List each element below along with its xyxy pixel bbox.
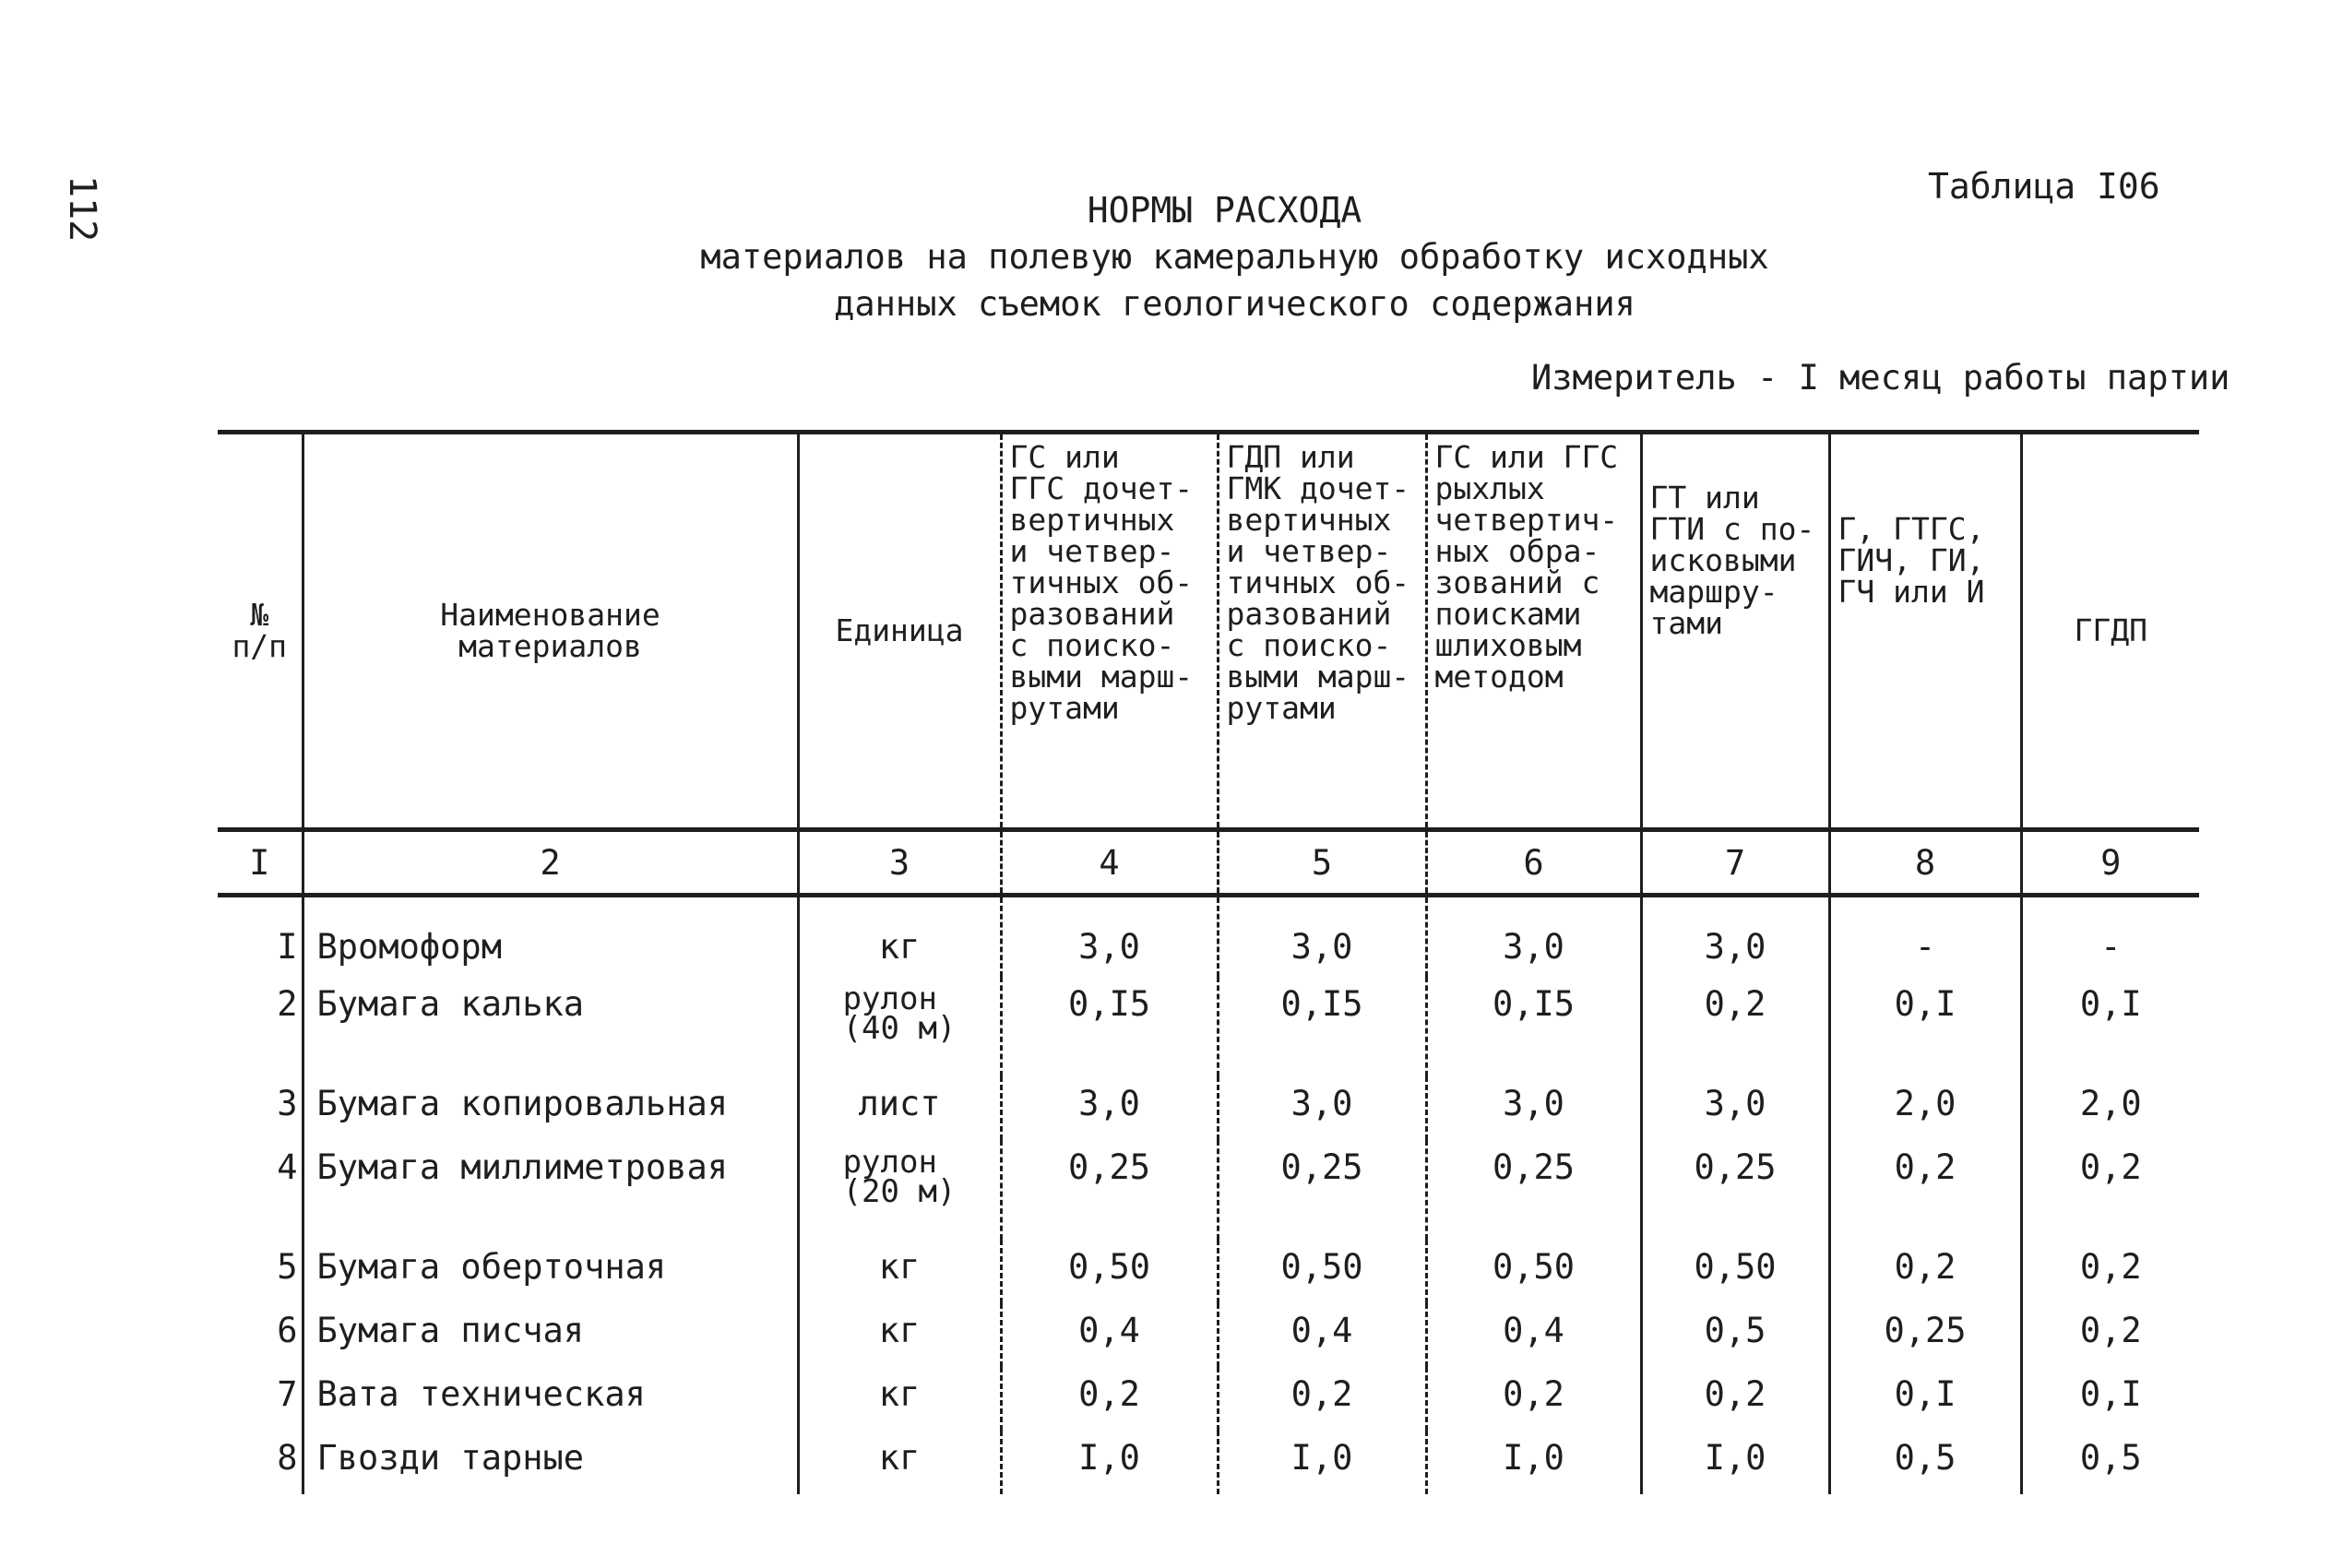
material-name: Бумага миллиметровая [303,1140,798,1240]
value-col-8: 0,25 [1829,1303,2021,1367]
column-number-row [218,830,2199,896]
column-number: 7 [1641,830,1829,896]
table-header-row [218,433,2199,830]
value-col-7: 0,25 [1641,1140,1829,1240]
value-col-8: 0,5 [1829,1431,2021,1494]
header-row-number: № п/п [218,433,303,830]
row-number: 5 [277,1247,298,1287]
row-number: 8 [277,1438,298,1478]
value-col-5: 0,4 [1218,1303,1426,1367]
value-col-9: 0,I [2021,1367,2199,1431]
table-label: Таблица I06 [1928,166,2160,207]
value-col-9: - [2021,896,2199,978]
value-col-9: 0,2 [2021,1140,2199,1240]
row-number: 6 [277,1311,298,1350]
table-row [218,1431,2199,1494]
value-col-6: 0,2 [1426,1367,1641,1431]
column-number: I [218,830,303,896]
value-col-6: 0,25 [1426,1140,1641,1240]
unit: кг [798,1240,1001,1303]
value-col-6: 0,4 [1426,1303,1641,1367]
unit: рулон (20 м) [798,1140,1001,1240]
value-col-5: 0,50 [1218,1240,1426,1303]
value-col-8: 0,2 [1829,1240,2021,1303]
value-col-5: I,0 [1218,1431,1426,1494]
material-name: Бумага калька [303,977,798,1076]
value-col-7: 3,0 [1641,896,1829,978]
document-subtitle-line-1: материалов на полевую камеральную обработку исходных [700,237,1769,277]
header-col-8: Г, ГТГС, ГИЧ, ГИ, ГЧ или И [1829,433,2021,830]
value-col-8: 0,I [1829,977,2021,1076]
value-col-8: 0,I [1829,1367,2021,1431]
value-col-8: 2,0 [1829,1076,2021,1140]
measurement-unit-note: Измеритель - I месяц работы партии [1531,358,2230,398]
value-col-9: 2,0 [2021,1076,2199,1140]
value-col-4: 3,0 [1001,1076,1218,1140]
value-col-5: 0,25 [1218,1140,1426,1240]
value-col-5: 0,2 [1218,1367,1426,1431]
value-col-4: 0,2 [1001,1367,1218,1431]
value-col-8: 0,2 [1829,1140,2021,1240]
document-subtitle-line-2: данных съемок геологического содержания [834,284,1635,324]
column-number: 3 [798,830,1001,896]
unit: рулон (40 м) [798,977,1001,1076]
value-col-4: I,0 [1001,1431,1218,1494]
table-row [218,1076,2199,1140]
column-number: 9 [2021,830,2199,896]
header-col-4: ГС или ГГС дочет- вертичных и четвер- тичных об- разований с поиско- выми марш- рутами [1001,433,1218,830]
material-name: Вромоформ [303,896,798,978]
table-row [218,1140,2199,1240]
value-col-7: 3,0 [1641,1076,1829,1140]
row-number: I [277,927,298,967]
material-name: Бумага писчая [303,1303,798,1367]
column-number: 5 [1218,830,1426,896]
value-col-4: 0,25 [1001,1140,1218,1240]
value-col-5: 0,I5 [1218,977,1426,1076]
value-col-7: 0,50 [1641,1240,1829,1303]
row-number: 3 [277,1084,298,1123]
value-col-7: I,0 [1641,1431,1829,1494]
material-name: Бумага копировальная [303,1076,798,1140]
unit: кг [798,1431,1001,1494]
value-col-8: - [1829,896,2021,978]
header-unit: Единица [798,433,1001,830]
header-col-5: ГДП или ГМК дочет- вертичных и четвер- тичных об- разований с поиско- выми марш- рутами [1218,433,1426,830]
column-number: 4 [1001,830,1218,896]
value-col-5: 3,0 [1218,1076,1426,1140]
value-col-7: 0,2 [1641,977,1829,1076]
norms-table [218,430,2199,1494]
page-number: 112 [61,175,103,243]
header-material-name: Наименование материалов [303,433,798,830]
value-col-4: 0,I5 [1001,977,1218,1076]
value-col-6: 0,I5 [1426,977,1641,1076]
value-col-6: I,0 [1426,1431,1641,1494]
value-col-6: 3,0 [1426,1076,1641,1140]
column-number: 8 [1829,830,2021,896]
value-col-6: 0,50 [1426,1240,1641,1303]
unit: кг [798,896,1001,978]
value-col-4: 0,4 [1001,1303,1218,1367]
header-col-7: ГТ или ГТИ с по- исковыми маршру- тами [1641,433,1829,830]
row-number: 7 [277,1374,298,1414]
unit: лист [798,1076,1001,1140]
value-col-6: 3,0 [1426,896,1641,978]
material-name: Вата техническая [303,1367,798,1431]
value-col-5: 3,0 [1218,896,1426,978]
value-col-4: 3,0 [1001,896,1218,978]
unit: кг [798,1367,1001,1431]
value-col-4: 0,50 [1001,1240,1218,1303]
table-row [218,1367,2199,1431]
document-title: НОРМЫ РАСХОДА [1087,190,1362,231]
table-row [218,1240,2199,1303]
row-number: 4 [277,1147,298,1187]
unit: кг [798,1303,1001,1367]
table-row [218,977,2199,1076]
value-col-7: 0,5 [1641,1303,1829,1367]
table-row [218,896,2199,978]
row-number: 2 [277,984,298,1024]
value-col-9: 0,2 [2021,1303,2199,1367]
column-number: 6 [1426,830,1641,896]
value-col-9: 0,5 [2021,1431,2199,1494]
value-col-9: 0,I [2021,977,2199,1076]
column-number: 2 [303,830,798,896]
material-name: Гвозди тарные [303,1431,798,1494]
value-col-9: 0,2 [2021,1240,2199,1303]
header-col-6: ГС или ГГС рыхлых четвертич- ных обра- зований с поисками шлиховым методом [1426,433,1641,830]
value-col-7: 0,2 [1641,1367,1829,1431]
material-name: Бумага оберточная [303,1240,798,1303]
table-row [218,1303,2199,1367]
header-col-9: ГГДП [2021,433,2199,830]
